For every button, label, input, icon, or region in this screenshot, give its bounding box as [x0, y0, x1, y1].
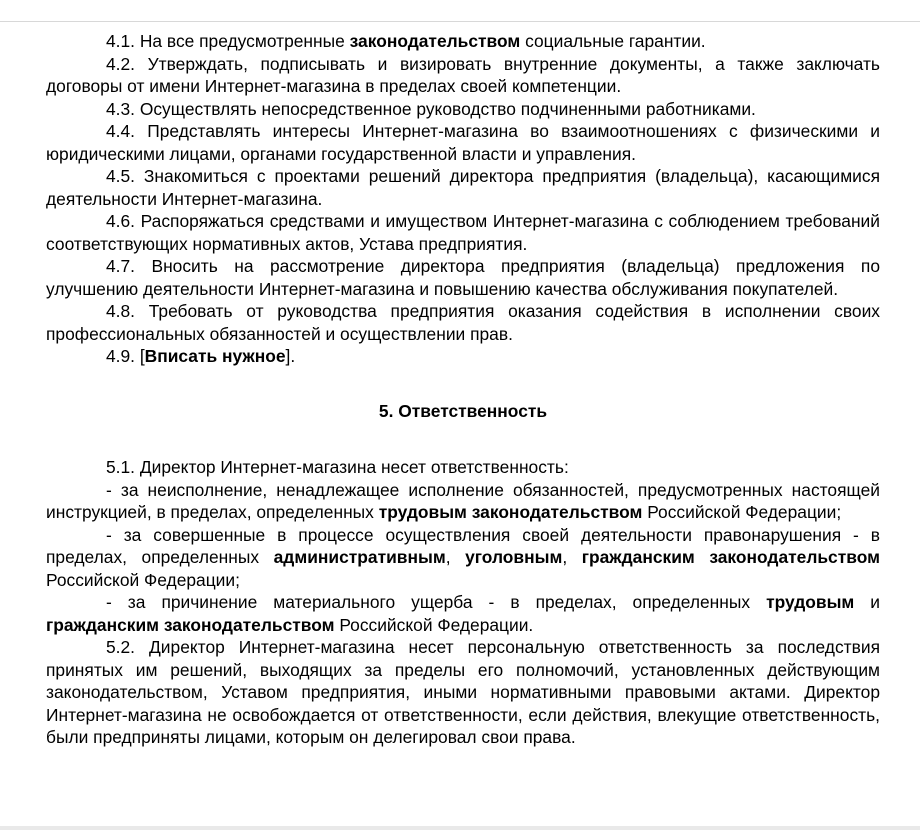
document-body — [46, 30, 880, 749]
paragraph-4-6: 4.6. Распоряжаться средствами и имуществом Интернет-магазина с соблюдением требований соответствующих нормативных актов, Устава предприятия. — [46, 211, 880, 254]
paragraph-5-2: 5.2. Директор Интернет-магазина несет персональную ответственность за последствия принятых им решений, выходящих за пределы его полномочий, установленных действующим законодательством, Уставом предприятия, иными нормативными правовыми актами. Директор Интернет-магазина не освобождается от ответственности, если действия, влекущие ответственность, были предприняты лицами, которым он делегировал свои права. — [46, 637, 880, 747]
paragraph-4-1: 4.1. На все предусмотренные законодательством социальные гарантии. — [106, 31, 706, 51]
paragraph-4-8: 4.8. Требовать от руководства предприятия оказания содействия в исполнении своих профессиональных обязанностей и осуществлении прав. — [46, 301, 880, 344]
section-5-heading: 5. Ответственность — [378, 400, 548, 421]
list-item-disciplinary: - за неисполнение, ненадлежащее исполнение обязанностей, предусмотренных настоящей инструкцией, в пределах, определенных трудовым законодательством Российской Федерации; — [46, 479, 880, 522]
paragraph-4-3: 4.3. Осуществлять непосредственное руководство подчиненными работниками. — [106, 98, 756, 119]
page-gap — [0, 826, 920, 830]
page-top-border — [0, 21, 920, 22]
list-item-material-damage: - за причинение материального ущерба - в пределах, определенных трудовым и гражданским законодательством Российской Федерации. — [46, 592, 880, 635]
paragraph-4-9: 4.9. [Вписать нужное]. — [106, 346, 296, 366]
paragraph-5-1: 5.1. Директор Интернет-магазина несет ответственность: — [106, 457, 569, 477]
paragraph-4-2: 4.2. Утверждать, подписывать и визировать внутренние документы, а также заключать договоры от имени Интернет-магазина в пределах своей компетенции. — [46, 53, 880, 96]
paragraph-4-4: 4.4. Представлять интересы Интернет-магазина во взаимоотношениях с физическими и юридическими лицами, органами государственной власти и управления. — [46, 121, 880, 164]
paragraph-4-7: 4.7. Вносить на рассмотрение директора предприятия (владельца) предложения по улучшению деятельности Интернет-магазина и повышению качества обслуживания покупателей. — [46, 256, 880, 299]
list-item-offenses: - за совершенные в процессе осуществления своей деятельности правонарушения - в пределах, определенных административным, уголовным, гражданским законодательством Российской Федерации; — [46, 524, 880, 590]
paragraph-4-5: 4.5. Знакомиться с проектами решений директора предприятия (владельца), касающимися деятельности Интернет-магазина. — [46, 166, 880, 209]
